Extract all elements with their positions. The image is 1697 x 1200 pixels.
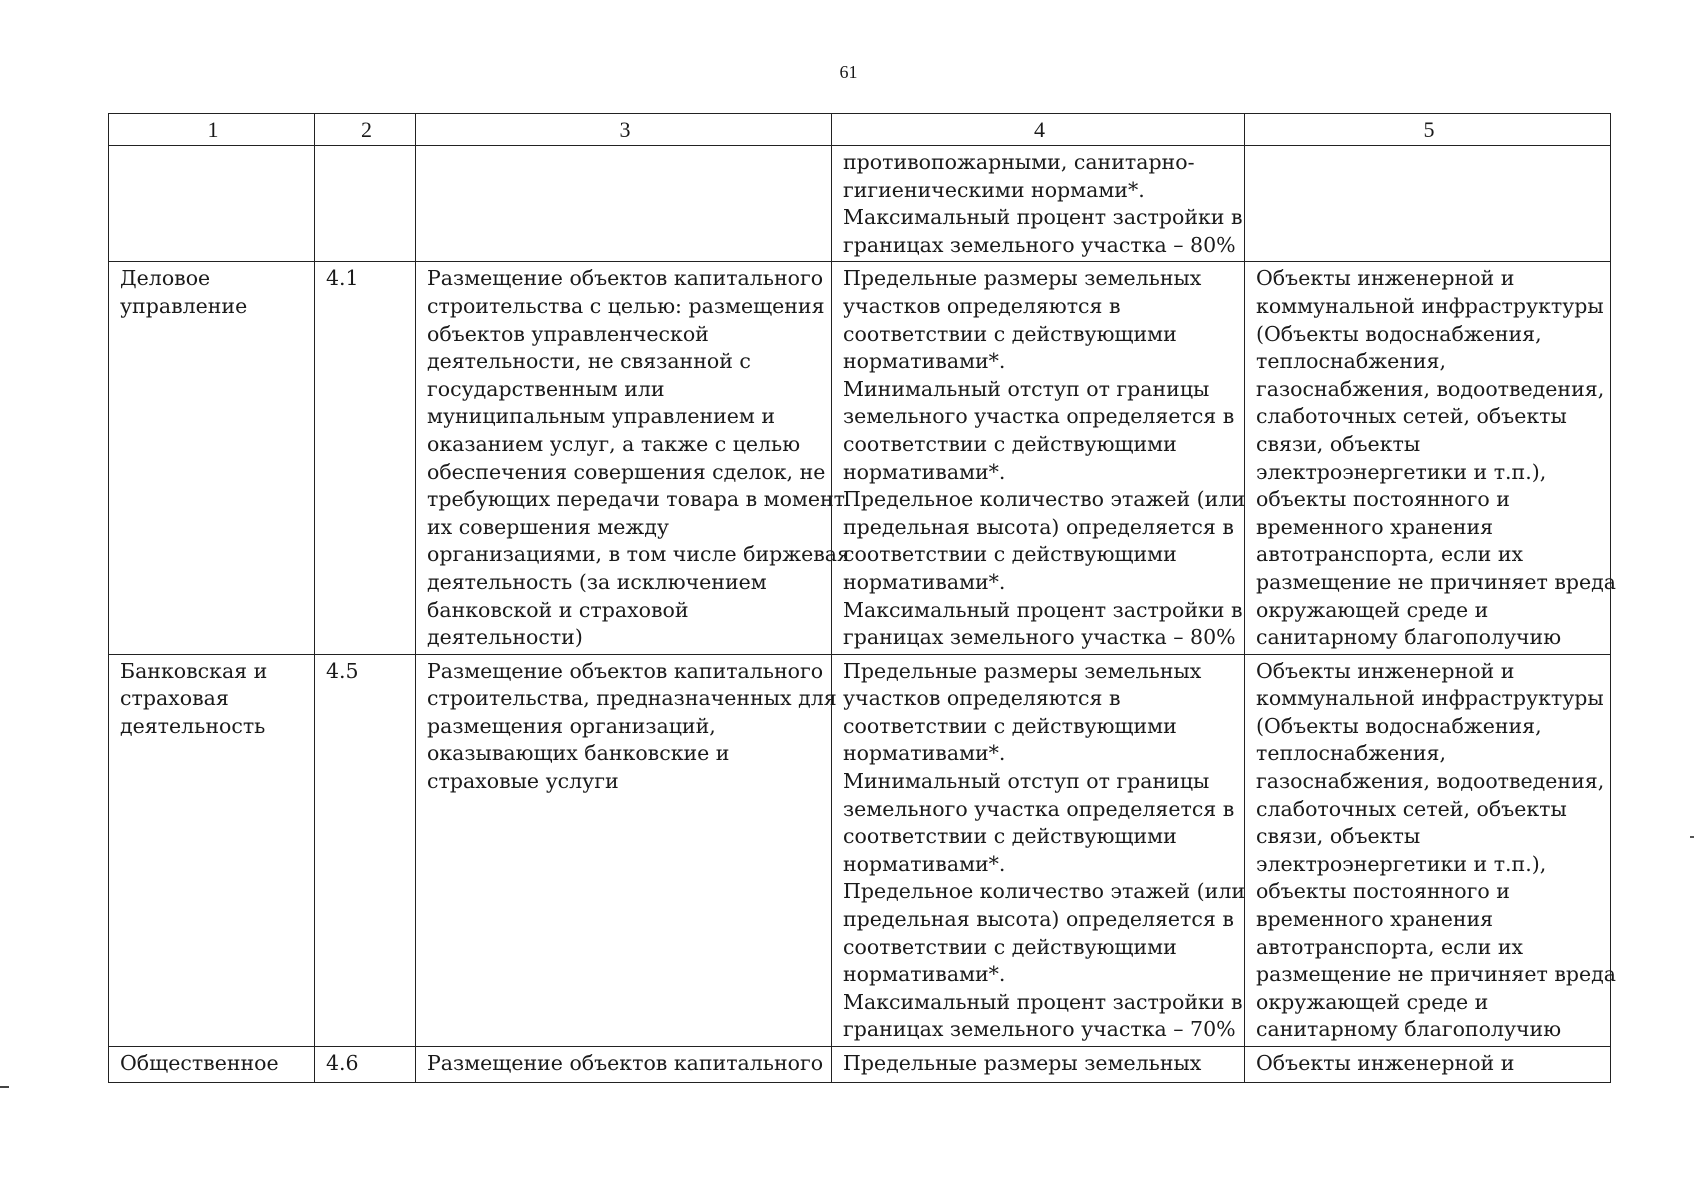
- text-line: Предельные размеры земельных: [843, 1051, 1202, 1075]
- text-line: деятельности): [427, 625, 583, 650]
- text-line: электроэнергетики и т.п.),: [1256, 459, 1547, 484]
- text-line: размещение не причиняет вреда: [1256, 569, 1616, 594]
- activity-code-cell: 4.6: [315, 1047, 416, 1083]
- text-line: автотранспорта, если их: [1256, 542, 1524, 567]
- text-line: противопожарными, санитарно-: [843, 150, 1195, 174]
- text-line: Объекты инженерной и: [1256, 266, 1515, 291]
- text-line: электроэнергетики и т.п.),: [1256, 851, 1547, 876]
- text-line: временного хранения: [1256, 514, 1494, 539]
- text-line: Максимальный процент застройки в: [843, 989, 1243, 1014]
- text-line: теплоснабжения,: [1256, 741, 1446, 766]
- text-line: связи, объекты: [1256, 824, 1421, 849]
- parameters-cell: [832, 654, 1245, 1046]
- activity-code-cell: 4.5: [315, 654, 416, 1046]
- activity-name-cell: [109, 1047, 315, 1083]
- text-line: Максимальный процент застройки в: [843, 205, 1243, 230]
- text-line: управление: [120, 293, 248, 318]
- text-line: Объекты инженерной и: [1256, 658, 1515, 683]
- text-line: нормативами*.: [843, 349, 1006, 374]
- text-line: окружающей среде и: [1256, 597, 1489, 622]
- header-col-5: 5: [1245, 114, 1611, 146]
- text-line: их совершения между: [427, 514, 669, 539]
- text-line: строительства, предназначенных для: [427, 686, 837, 711]
- continuation-col-2: [315, 146, 416, 262]
- text-line: Размещение объектов капитального: [427, 1051, 824, 1075]
- header-col-3: 3: [416, 114, 832, 146]
- text-line: предельная высота) определяется в: [843, 907, 1234, 932]
- page-number: 61: [839, 62, 858, 82]
- text-line: требующих передачи товара в момент: [427, 487, 846, 512]
- auxiliary-uses-cell: [1245, 262, 1616, 654]
- text-line: соответствии с действующими: [843, 542, 1177, 567]
- text-line: Размещение объектов капитального: [427, 658, 824, 683]
- text-line: предельная высота) определяется в: [843, 514, 1234, 539]
- text-line: санитарному благополучию: [1256, 1017, 1562, 1042]
- text-line: Объекты инженерной и: [1256, 1051, 1515, 1075]
- text-line: деятельность: [120, 713, 266, 738]
- text-line: (Объекты водоснабжения,: [1256, 713, 1542, 738]
- continuation-col-3: [416, 146, 832, 262]
- zoning-regulations-table: [108, 113, 1616, 1083]
- text-line: Предельные размеры земельных: [843, 658, 1202, 683]
- text-line: Общественное: [120, 1051, 279, 1075]
- text-line: теплоснабжения,: [1256, 349, 1446, 374]
- text-line: Минимальный отступ от границы: [843, 769, 1210, 794]
- text-line: автотранспорта, если их: [1256, 934, 1524, 959]
- text-line: соответствии с действующими: [843, 431, 1177, 456]
- text-line: страховая: [120, 686, 229, 711]
- text-line: Предельные размеры земельных: [843, 266, 1202, 291]
- text-line: деятельности, не связанной с: [427, 349, 751, 374]
- table-header-row: [109, 114, 1611, 146]
- text-line: нормативами*.: [843, 962, 1006, 987]
- text-line: окружающей среде и: [1256, 989, 1489, 1014]
- text-line: государственным или: [427, 376, 665, 401]
- auxiliary-uses-cell: [1245, 654, 1616, 1046]
- text-line: объекты постоянного и: [1256, 487, 1510, 512]
- parameters-cell: [832, 1047, 1245, 1083]
- text-line: гигиеническими нормами*.: [843, 177, 1145, 202]
- text-line: объекты постоянного и: [1256, 879, 1510, 904]
- text-line: соответствии с действующими: [843, 321, 1177, 346]
- text-line: границах земельного участка – 80%: [843, 232, 1236, 257]
- parameters-cell: [832, 262, 1245, 654]
- text-line: строительства с целью: размещения: [427, 293, 825, 318]
- text-line: нормативами*.: [843, 459, 1006, 484]
- text-line: Максимальный процент застройки в: [843, 597, 1243, 622]
- text-line: размещения организаций,: [427, 713, 716, 738]
- text-line: нормативами*.: [843, 851, 1006, 876]
- text-line: объектов управленческой: [427, 321, 709, 346]
- table-row: [109, 262, 1611, 654]
- text-line: связи, объекты: [1256, 431, 1421, 456]
- activity-name-cell: [109, 654, 315, 1046]
- text-line: слаботочных сетей, объекты: [1256, 404, 1567, 429]
- auxiliary-uses-cell: [1245, 1047, 1611, 1083]
- text-line: границах земельного участка – 80%: [843, 625, 1236, 650]
- activity-description-cell: [416, 1047, 832, 1083]
- text-line: соответствии с действующими: [843, 934, 1177, 959]
- text-line: санитарному благополучию: [1256, 625, 1562, 650]
- text-line: коммунальной инфраструктуры: [1256, 293, 1604, 318]
- header-col-4: 4: [832, 114, 1245, 146]
- text-line: слаботочных сетей, объекты: [1256, 796, 1567, 821]
- text-line: Предельное количество этажей (или: [843, 879, 1246, 904]
- continuation-col-5: [1245, 146, 1611, 262]
- text-line: оказывающих банковские и: [427, 741, 730, 766]
- activity-description-cell: [416, 654, 837, 1046]
- text-line: Размещение объектов капитального: [427, 266, 824, 291]
- text-line: границах земельного участка – 70%: [843, 1017, 1236, 1042]
- header-col-2: 2: [315, 114, 416, 146]
- text-line: соответствии с действующими: [843, 824, 1177, 849]
- text-line: коммунальной инфраструктуры: [1256, 686, 1604, 711]
- continuation-col-1: [109, 146, 315, 262]
- text-line: газоснабжения, водоотведения,: [1256, 769, 1605, 794]
- text-line: участков определяются в: [843, 686, 1121, 711]
- activity-name-cell: [109, 262, 315, 654]
- text-line: соответствии с действующими: [843, 713, 1177, 738]
- text-line: газоснабжения, водоотведения,: [1256, 376, 1605, 401]
- text-line: оказанием услуг, а также с целью: [427, 431, 801, 456]
- header-col-1: 1: [109, 114, 315, 146]
- text-line: Предельное количество этажей (или: [843, 487, 1246, 512]
- continuation-row: [109, 146, 1611, 262]
- text-line: банковской и страховой: [427, 597, 689, 622]
- margin-mark: [1690, 836, 1694, 838]
- text-line: (Объекты водоснабжения,: [1256, 321, 1542, 346]
- text-line: Банковская и: [120, 658, 268, 683]
- text-line: обеспечения совершения сделок, не: [427, 459, 826, 484]
- text-line: страховые услуги: [427, 769, 619, 794]
- activity-description-cell: [416, 262, 850, 654]
- text-line: организациями, в том числе биржевая: [427, 542, 850, 567]
- margin-mark: [0, 1086, 9, 1088]
- continuation-parameters: [832, 146, 1245, 262]
- text-line: деятельность (за исключением: [427, 569, 767, 594]
- text-line: Минимальный отступ от границы: [843, 376, 1210, 401]
- activity-code-cell: 4.1: [315, 262, 416, 654]
- text-line: нормативами*.: [843, 741, 1006, 766]
- text-line: размещение не причиняет вреда: [1256, 962, 1616, 987]
- text-line: муниципальным управлением и: [427, 404, 776, 429]
- text-line: земельного участка определяется в: [843, 796, 1235, 821]
- text-line: Деловое: [120, 266, 211, 291]
- table-row: [109, 1047, 1611, 1083]
- text-line: участков определяются в: [843, 293, 1121, 318]
- table-row: [109, 654, 1611, 1046]
- text-line: временного хранения: [1256, 907, 1494, 932]
- text-line: нормативами*.: [843, 569, 1006, 594]
- text-line: земельного участка определяется в: [843, 404, 1235, 429]
